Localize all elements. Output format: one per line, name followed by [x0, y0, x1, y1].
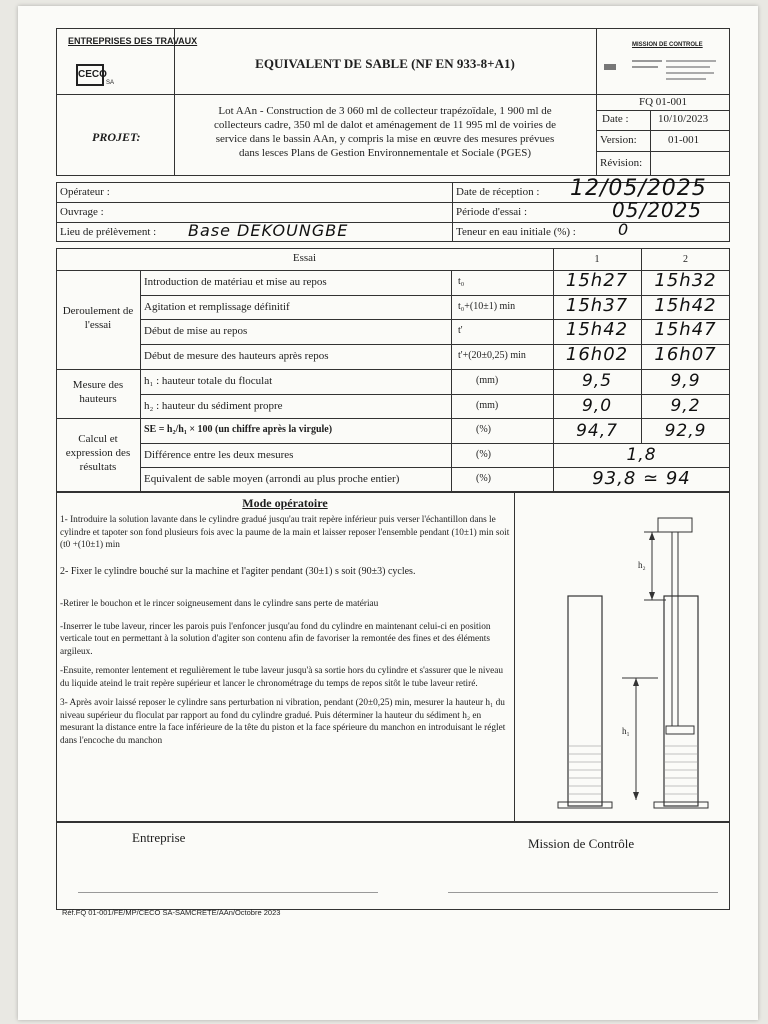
lieu-label: Lieu de prélèvement :	[60, 226, 157, 238]
teneur-value: 0	[618, 220, 630, 239]
periode-value: 05/2025	[612, 198, 703, 222]
value-2: 9,2	[670, 396, 701, 416]
value-1: 94,7	[576, 421, 618, 441]
procedure-title: Mode opératoire	[242, 496, 328, 510]
version-label: Version:	[600, 134, 637, 146]
value-2: 15h32	[654, 270, 717, 291]
value-1: 9,0	[581, 396, 613, 416]
procedure-step: -Ensuite, remonter lentement et regulièrement le tube laveur jusqu'à sa sortie hors du cylindre et s'assurer que le niveau du liquide ateind le trait repère supérieur et lancer le chronométrage du temps de repos sitôt le tube laveur retiré.	[60, 666, 503, 689]
row-label: Début de mesure des hauteurs après repos	[144, 350, 329, 362]
row-unit: t₀	[458, 276, 465, 287]
row-label: SE = h₂/h₁ × 100 (un chiffre après la virgule)	[144, 424, 333, 435]
footer-reference: Réf.FQ 01-001/FE/MP/CECO SA-SAMCRETE/AAn/Octobre 2023	[62, 908, 281, 917]
value-2: 9,9	[670, 371, 701, 391]
reception-label: Date de réception :	[456, 186, 540, 198]
row-unit: (%)	[476, 424, 491, 435]
row-unit: (%)	[476, 473, 491, 484]
label-h1: h₁	[622, 726, 630, 736]
row-unit: (mm)	[476, 375, 499, 386]
value-2: 15h47	[654, 319, 717, 340]
value-1: 15h42	[565, 319, 629, 340]
periode-label: Période d'essai :	[456, 206, 528, 218]
row-label: h₂ : hauteur du sédiment propre	[144, 400, 283, 412]
date-label: Date :	[602, 113, 629, 125]
col-essai-header: Essai	[292, 252, 317, 264]
reception-value: 12/05/2025	[570, 176, 707, 201]
project-label: PROJET:	[92, 130, 141, 144]
date-value: 10/10/2023	[658, 113, 709, 125]
difference-value: 1,8	[626, 445, 657, 465]
row-unit: t'	[458, 325, 463, 336]
group-mesure: Mesure des hauteurs	[72, 379, 124, 405]
row-label: Début de mise au repos	[144, 325, 248, 337]
company-logo: CECO	[76, 64, 104, 86]
revision-label: Révision:	[600, 157, 643, 169]
company-logo-suffix: SA	[106, 80, 115, 86]
procedure-step: 2- Fixer le cylindre bouché sur la machine et l'agiter pendant (30±1) s soit (90±3) cycles.	[60, 565, 416, 577]
row-label: Equivalent de sable moyen (arrondi au plus proche entier)	[144, 473, 400, 485]
row-unit: t'+(20±0,25) min	[458, 350, 526, 361]
company-name: ENTREPRISES DES TRAVAUX	[68, 36, 198, 46]
control-title: MISSION DE CONTROLE	[632, 42, 703, 48]
version-value: 01-001	[668, 134, 700, 146]
procedure-step: -Retirer le bouchon et le rincer soigneusement dans le cylindre sans perte de matériau	[60, 599, 379, 609]
procedure-step: 3- Après avoir laissé reposer le cylindre sans perturbation ni vibration, pendant (20±0,25) min, mesurer la hauteur h₁ du niveau supérieur du floculat par rapport au fond du cylindre gradué. Puis déterminer la hauteur du sédiment h₂ en mesurant la distance entre la face inférieure de la tête du piston et la face spérieure du manchon en introduisant le réglet dans l'encoche du manchon	[60, 698, 506, 746]
col-1-header: 1	[594, 254, 600, 265]
group-calcul: Calcul et expression des résultats	[65, 433, 131, 473]
value-1: 9,5	[581, 371, 613, 391]
label-h2: h₂	[638, 560, 646, 570]
cylinder-diagram	[518, 496, 726, 818]
row-label: Différence entre les deux mesures	[144, 449, 294, 461]
control-stamp	[602, 54, 724, 88]
procedure-step: 1- Introduire la solution lavante dans le cylindre gradué jusqu'au trait repère inférieur puis verser l'échantillon dans le cylindre et tapoter son fond plusieurs fois avec la paume de la main et laisser reposer l'ensemble pendant (10±1) min soit (t0 +(10±1) min	[60, 515, 510, 550]
project-text: Lot AAn - Construction de 3 060 ml de collecteur trapézoïdale, 1 900 ml de collecteurs cadre, 350 ml de dalot et aménagement de 11 995 ml de voiries de service dans le bassin AAn, y compris la mise en œuvre des mesures prévues dans lesces Plans de Gestion Environnementale et Sociale (PGES)	[214, 105, 556, 159]
row-unit: (mm)	[476, 400, 499, 411]
value-2: 16h07	[654, 344, 717, 365]
row-label: Introduction de matériau et mise au repos	[144, 276, 327, 288]
row-unit: t₀+(10±1) min	[458, 301, 516, 312]
row-label: h₁ : hauteur totale du floculat	[144, 375, 273, 387]
value-1: 15h37	[565, 295, 629, 316]
value-2: 92,9	[664, 421, 707, 441]
lieu-value: Base DEKOUNGBE	[188, 221, 349, 240]
row-label: Agitation et remplissage définitif	[144, 301, 290, 313]
ref-code: FQ 01-001	[639, 96, 687, 108]
doc-title: EQUIVALENT DE SABLE (NF EN 933-8+A1)	[255, 56, 515, 71]
signature-mission: Mission de Contrôle	[528, 836, 635, 851]
procedure-text	[60, 514, 510, 754]
teneur-label: Teneur en eau initiale (%) :	[456, 226, 576, 238]
value-2: 15h42	[654, 295, 717, 316]
signature-entreprise: Entreprise	[132, 830, 186, 845]
value-1: 15h27	[565, 270, 629, 291]
value-1: 16h02	[565, 344, 629, 365]
col-2-header: 2	[683, 254, 688, 265]
group-deroulement: Deroulement de l'essai	[62, 305, 134, 331]
procedure-step: -Inserrer le tube laveur, rincer les parois puis l'enfoncer jusqu'au fond du cylindre en maintenant celui-ci en position verticale tout en permettant à la solution d'agiter son contenu afin de favoriser la remontée des fines et des éléments argileux.	[60, 621, 491, 657]
document-page	[18, 6, 758, 1020]
row-unit: (%)	[476, 449, 491, 460]
operateur-label: Opérateur :	[60, 186, 110, 198]
es-mean-value: 93,8 ≃ 94	[592, 468, 691, 489]
ouvrage-label: Ouvrage :	[60, 206, 104, 218]
